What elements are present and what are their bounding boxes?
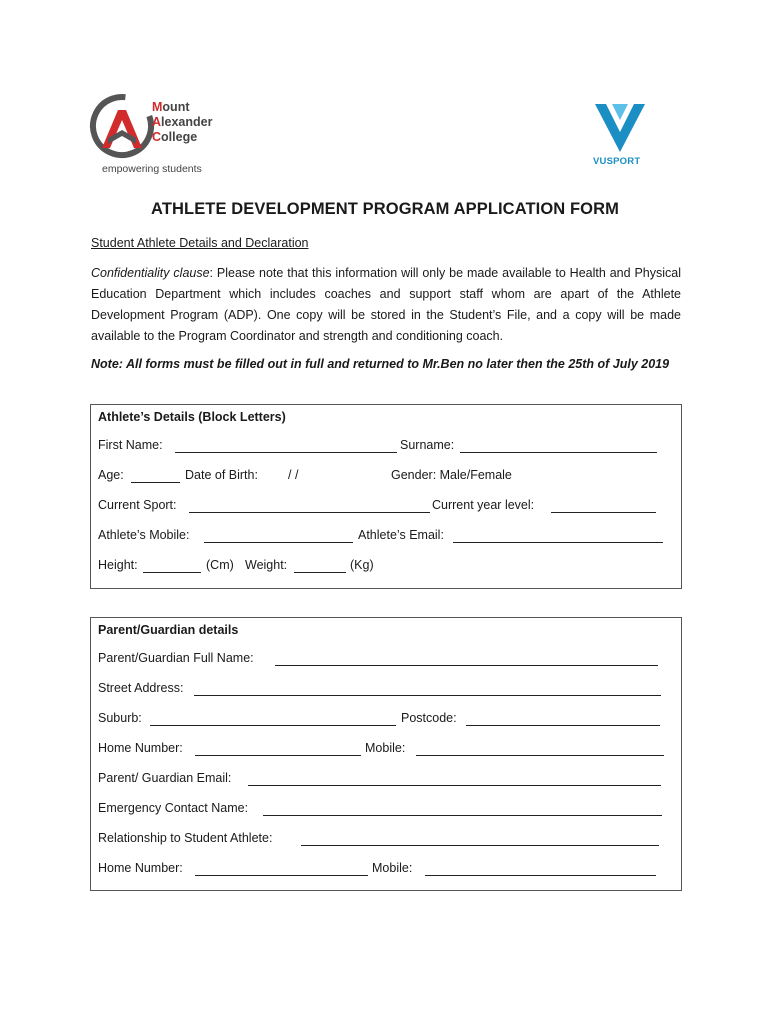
home-number-field[interactable] (195, 741, 361, 756)
weight-field[interactable] (294, 558, 346, 573)
parent-phone-row (98, 741, 673, 759)
college-name-line: Alexander (152, 115, 213, 129)
body-measurements-row (98, 558, 673, 576)
parent-section-heading: Parent/Guardian details (98, 623, 239, 637)
current-sport-field[interactable] (189, 498, 430, 513)
form-subtitle: Student Athlete Details and Declaration (91, 236, 309, 250)
submission-note: Note: All forms must be filled out in full and returned to Mr.Ben no later then the 25th of July 2019 (91, 357, 670, 371)
dob-label: Date of Birth: (185, 468, 258, 482)
athlete-email-field[interactable] (453, 528, 663, 543)
gender-label[interactable]: Gender: Male/Female (391, 468, 512, 482)
emergency-contact-field[interactable] (263, 801, 662, 816)
athlete-section-heading: Athlete’s Details (Block Letters) (98, 410, 286, 424)
suburb-field[interactable] (150, 711, 396, 726)
vusport-logo-text: VUSPORT (593, 156, 641, 167)
parent-email-row (98, 771, 673, 789)
college-logo (88, 92, 238, 182)
street-address-field[interactable] (194, 681, 661, 696)
home-number-2-label: Home Number: (98, 861, 183, 875)
home-number-label: Home Number: (98, 741, 183, 755)
height-label: Height: (98, 558, 138, 572)
form-title: ATHLETE DEVELOPMENT PROGRAM APPLICATION FORM (151, 200, 619, 218)
height-field[interactable] (143, 558, 201, 573)
clause-text: : Please note that this information will only be made available to Health and Physical Education Department which includes coaches and support staff whom are apart of the Athlete Development Program (ADP). One copy will be stored in the Student’s File, and a copy will be made available to the Program Coordinator and strength and conditioning coach. (91, 266, 681, 343)
emergency-phone-row (98, 861, 673, 879)
sport-row (98, 498, 673, 516)
first-name-field[interactable] (175, 438, 397, 453)
home-number-2-field[interactable] (195, 861, 368, 876)
suburb-row (98, 711, 673, 729)
cm-unit: (Cm) (206, 558, 234, 572)
parent-email-field[interactable] (248, 771, 661, 786)
mobile-2-field[interactable] (425, 861, 656, 876)
college-emblem-icon (88, 92, 156, 160)
athlete-mobile-label: Athlete’s Mobile: (98, 528, 190, 542)
name-row (98, 438, 673, 456)
relationship-label: Relationship to Student Athlete: (98, 831, 273, 845)
college-name (152, 100, 212, 145)
dob-field[interactable]: / / (288, 468, 299, 482)
athlete-details-section (90, 404, 682, 589)
postcode-field[interactable] (466, 711, 660, 726)
athlete-mobile-field[interactable] (204, 528, 353, 543)
parent-guardian-section (90, 617, 682, 891)
relationship-row (98, 831, 673, 849)
athlete-contact-row (98, 528, 673, 546)
emergency-contact-label: Emergency Contact Name: (98, 801, 249, 815)
weight-label: Weight: (245, 558, 288, 572)
clause-label: Confidentiality clause (91, 266, 210, 280)
parent-full-name-label: Parent/Guardian Full Name: (98, 651, 254, 665)
year-level-field[interactable] (551, 498, 656, 513)
mobile-2-label: Mobile: (372, 861, 413, 875)
parent-email-label: Parent/ Guardian Email: (98, 771, 232, 785)
first-name-label: First Name: (98, 438, 163, 452)
age-label: Age: (98, 468, 124, 482)
emergency-row (98, 801, 673, 819)
college-name-line: Mount (152, 100, 190, 114)
mobile-field[interactable] (416, 741, 664, 756)
age-field[interactable] (131, 468, 180, 483)
year-level-label: Current year level: (432, 498, 535, 512)
parent-full-name-field[interactable] (275, 651, 658, 666)
parent-name-row (98, 651, 673, 669)
postcode-label: Postcode: (401, 711, 457, 725)
confidentiality-clause (91, 263, 681, 347)
athlete-email-label: Athlete’s Email: (358, 528, 444, 542)
mobile-label: Mobile: (365, 741, 406, 755)
surname-field[interactable] (460, 438, 657, 453)
kg-unit: (Kg) (350, 558, 374, 572)
current-sport-label: Current Sport: (98, 498, 177, 512)
age-row (98, 468, 673, 486)
suburb-label: Suburb: (98, 711, 142, 725)
college-name-line: College (152, 130, 198, 144)
street-address-label: Street Address: (98, 681, 184, 695)
college-tagline: empowering students (102, 163, 202, 175)
surname-label: Surname: (400, 438, 455, 452)
street-row (98, 681, 673, 699)
relationship-field[interactable] (301, 831, 659, 846)
